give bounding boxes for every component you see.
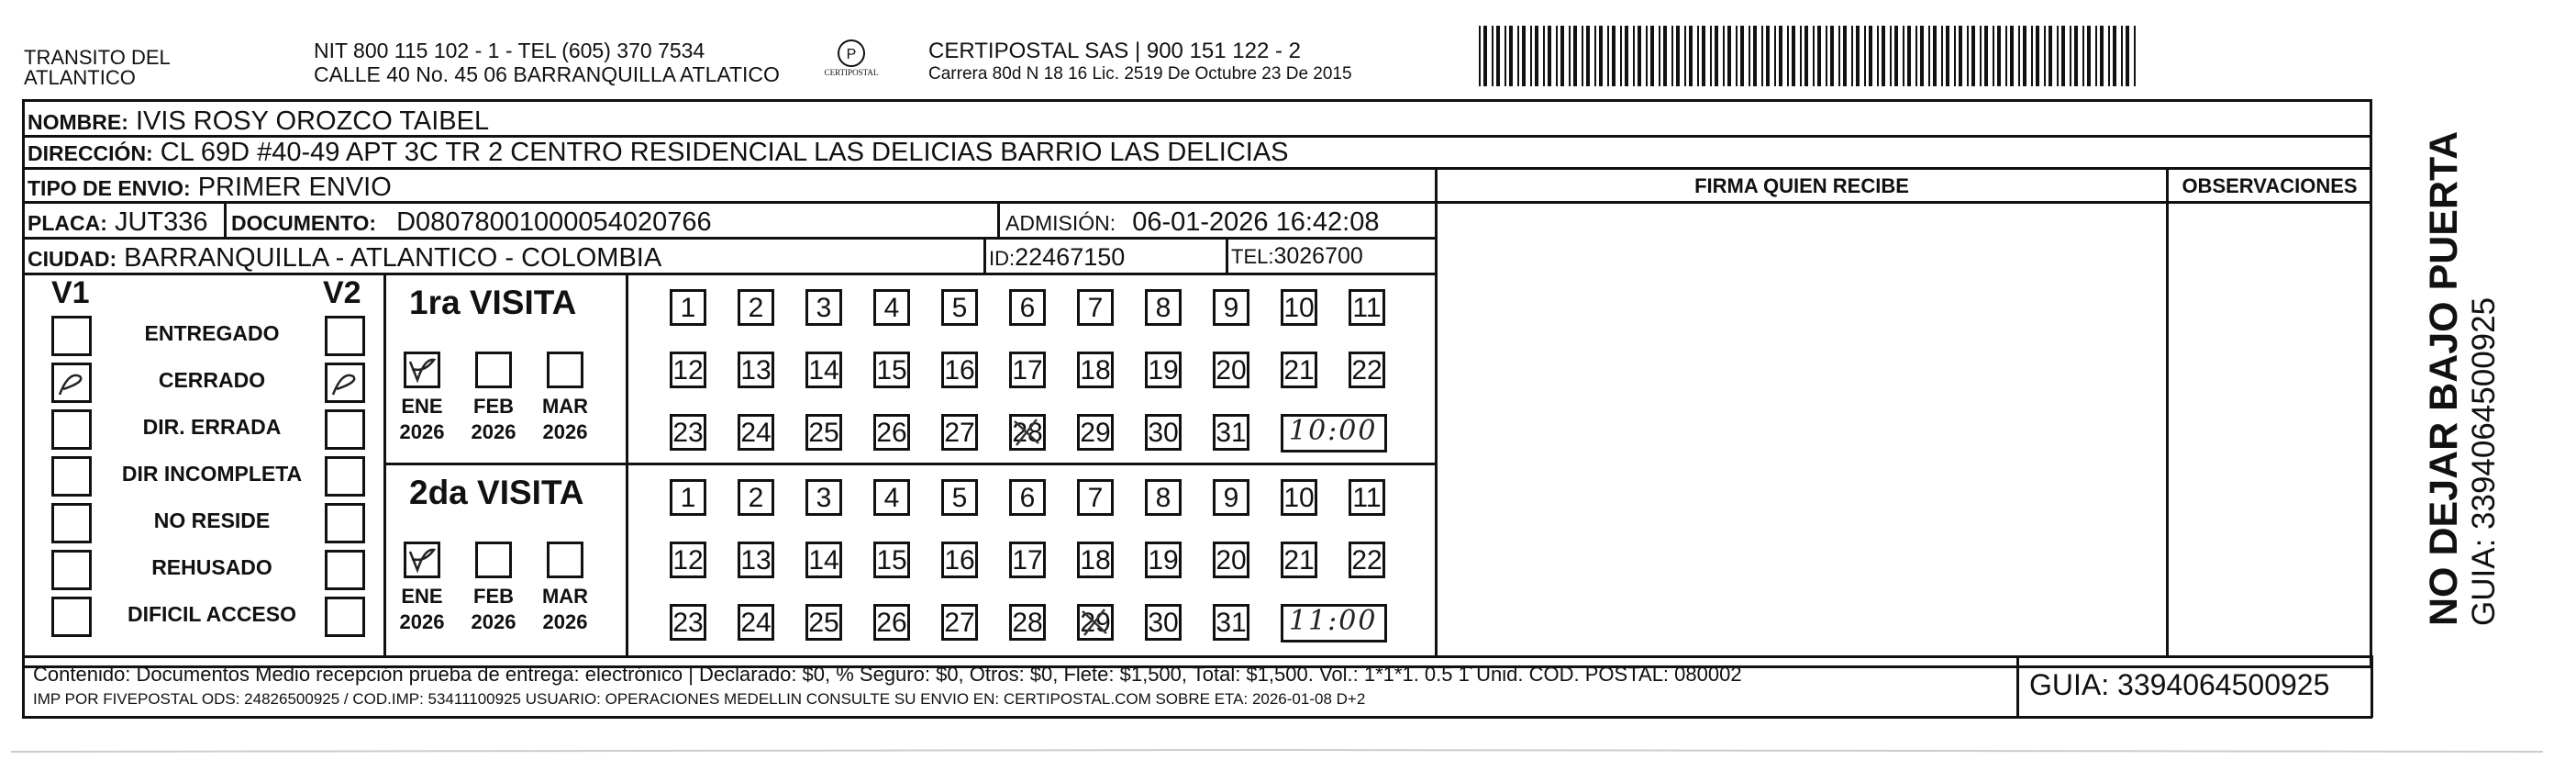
- day-box[interactable]: 17: [1009, 352, 1046, 388]
- day-box[interactable]: 28: [1009, 414, 1046, 451]
- v2-checkbox[interactable]: [325, 409, 365, 450]
- admision-value: 06-01-2026 16:42:08: [1132, 207, 1380, 237]
- admision-label: ADMISIÓN:: [1005, 211, 1116, 235]
- day-box[interactable]: 28: [1009, 604, 1046, 641]
- tipo-label: TIPO DE ENVIO:: [28, 176, 191, 200]
- barcode: [1479, 26, 2141, 86]
- month-checkbox[interactable]: [475, 542, 512, 578]
- svg-text:P: P: [846, 47, 857, 62]
- footer-guia: GUIA: 3394064500925: [2029, 668, 2330, 701]
- day-box[interactable]: 2: [738, 479, 774, 516]
- month-label: [394, 584, 450, 635]
- day-box[interactable]: 21: [1281, 542, 1317, 578]
- day-box[interactable]: 5: [941, 289, 978, 326]
- placa-row: [28, 207, 208, 238]
- month-year: 2026: [399, 420, 445, 443]
- v1-label: V1: [51, 275, 90, 310]
- month-year: 2026: [542, 420, 588, 443]
- side-notice: NO DEJAR BAJO PUERTA: [2422, 130, 2466, 626]
- day-box[interactable]: 20: [1213, 352, 1249, 388]
- day-box[interactable]: 24: [738, 604, 774, 641]
- ciudad-row: [28, 243, 661, 274]
- check-mark: [56, 367, 89, 405]
- day-box[interactable]: 18: [1077, 542, 1114, 578]
- day-box[interactable]: 23: [670, 604, 706, 641]
- status-label: DIR INCOMPLETA: [121, 462, 303, 486]
- signature-mark: [11, 745, 2543, 756]
- ciudad-value: BARRANQUILLA - ATLANTICO - COLOMBIA: [124, 243, 662, 273]
- admision-row: [1005, 207, 1379, 238]
- day-box[interactable]: 19: [1145, 352, 1182, 388]
- month-year: 2026: [399, 610, 445, 633]
- day-box[interactable]: 7: [1077, 479, 1114, 516]
- tel-label: TEL:: [1231, 245, 1274, 268]
- day-box[interactable]: 23: [670, 414, 706, 451]
- direccion-value: CL 69D #40-49 APT 3C TR 2 CENTRO RESIDENCIAL LAS DELICIAS BARRIO LAS DELICIAS: [160, 138, 1289, 167]
- day-box[interactable]: 14: [805, 352, 842, 388]
- month-checkbox[interactable]: [475, 352, 512, 388]
- day-box[interactable]: 24: [738, 414, 774, 451]
- day-box[interactable]: 6: [1009, 479, 1046, 516]
- status-label: DIFICIL ACCESO: [127, 602, 296, 626]
- month-name: MAR: [541, 395, 589, 418]
- tipo-row: [28, 173, 392, 203]
- month-check-mark: [406, 544, 438, 575]
- day-box[interactable]: 20: [1213, 542, 1249, 578]
- day-box[interactable]: 9: [1213, 289, 1249, 326]
- id-row: [989, 243, 1125, 272]
- month-checkbox[interactable]: [404, 542, 440, 578]
- status-label: DIR. ERRADA: [142, 415, 282, 439]
- day-box[interactable]: 22: [1349, 542, 1385, 578]
- day-box[interactable]: 7: [1077, 289, 1114, 326]
- v2-checkbox[interactable]: [325, 316, 365, 356]
- day-box[interactable]: 1: [670, 479, 706, 516]
- handwritten-time: 10:00: [1289, 415, 1378, 447]
- month-year: 2026: [471, 420, 516, 443]
- month-checkbox[interactable]: [547, 542, 583, 578]
- day-box[interactable]: 15: [873, 352, 910, 388]
- id-value: 22467150: [1015, 243, 1126, 271]
- month-label: [538, 584, 593, 635]
- status-label: ENTREGADO: [144, 321, 280, 345]
- placa-label: PLACA:: [28, 211, 107, 235]
- contenido-text: Contenido: Documentos Medio recepción prueba de entrega: electrónico | Declarado: $0, % Seguro: $0, Otros: $0, Flete: $1,500, Total: $1,500. Vol.: 1*1*1. 0.5 1´Unid. COD. POSTAL: 080002: [33, 663, 1742, 686]
- day-box[interactable]: 3: [805, 289, 842, 326]
- tel-row: [1231, 243, 1363, 270]
- month-year: 2026: [542, 610, 588, 633]
- v1-checkbox[interactable]: [51, 409, 92, 450]
- day-box[interactable]: 9: [1213, 479, 1249, 516]
- day-box[interactable]: 11: [1349, 479, 1385, 516]
- day-box[interactable]: 25: [805, 414, 842, 451]
- status-label: CERRADO: [158, 368, 266, 392]
- v2-checkbox[interactable]: [325, 597, 365, 637]
- day-box[interactable]: 16: [941, 352, 978, 388]
- side-guia: GUIA: 3394064500925: [2466, 296, 2502, 626]
- v2-checkbox[interactable]: [325, 363, 365, 403]
- tipo-value: PRIMER ENVIO: [197, 173, 392, 202]
- day-box[interactable]: 18: [1077, 352, 1114, 388]
- day-box[interactable]: 8: [1145, 289, 1182, 326]
- month-checkbox[interactable]: [547, 352, 583, 388]
- check-mark: [329, 367, 362, 405]
- month-label: [466, 394, 521, 445]
- day-box[interactable]: 10: [1281, 479, 1317, 516]
- issuer-name: TRANSITO DEL ATLANTICO: [24, 46, 170, 89]
- visit-title: 2da VISITA: [409, 474, 584, 511]
- nombre-row: [28, 106, 489, 137]
- month-name: MAR: [541, 585, 589, 608]
- nombre-label: NOMBRE:: [28, 110, 128, 134]
- v1-checkbox[interactable]: [51, 363, 92, 403]
- visit-title: 1ra VISITA: [409, 284, 577, 321]
- time-box[interactable]: [1281, 604, 1387, 642]
- direccion-row: [28, 138, 1289, 168]
- month-year: 2026: [471, 610, 516, 633]
- v1-checkbox[interactable]: [51, 316, 92, 356]
- placa-value: JUT336: [114, 207, 208, 237]
- ciudad-label: CIUDAD:: [28, 247, 117, 271]
- nombre-value: IVIS ROSY OROZCO TAIBEL: [135, 106, 490, 136]
- day-box[interactable]: 19: [1145, 542, 1182, 578]
- time-box[interactable]: [1281, 414, 1387, 453]
- day-box[interactable]: 15: [873, 542, 910, 578]
- day-box[interactable]: 12: [670, 352, 706, 388]
- nit-line: NIT 800 115 102 - 1 - TEL (605) 370 7534: [314, 39, 705, 62]
- day-box[interactable]: 21: [1281, 352, 1317, 388]
- certipostal-logo: [815, 37, 888, 84]
- day-box[interactable]: 30: [1145, 414, 1182, 451]
- handwritten-time: 11:00: [1289, 605, 1378, 637]
- status-label: REHUSADO: [151, 555, 272, 579]
- day-box[interactable]: 31: [1213, 414, 1249, 451]
- v2-checkbox[interactable]: [325, 456, 365, 497]
- month-label: [538, 394, 593, 445]
- side-panel: [2374, 101, 2576, 670]
- firma-header: FIRMA QUIEN RECIBE: [1694, 174, 1909, 197]
- day-box[interactable]: 13: [738, 352, 774, 388]
- documento-value: D08078001000054020766: [396, 207, 712, 237]
- day-box[interactable]: 22: [1349, 352, 1385, 388]
- day-box[interactable]: 27: [941, 604, 978, 641]
- courier-line: CERTIPOSTAL SAS | 900 151 122 - 2: [928, 39, 1301, 63]
- v2-checkbox[interactable]: [325, 550, 365, 590]
- day-box[interactable]: 8: [1145, 479, 1182, 516]
- tel-value: 3026700: [1273, 243, 1363, 269]
- day-box[interactable]: 17: [1009, 542, 1046, 578]
- month-name: FEB: [473, 585, 514, 608]
- day-box[interactable]: 5: [941, 479, 978, 516]
- month-label: [466, 584, 521, 635]
- day-box[interactable]: 4: [873, 289, 910, 326]
- day-box[interactable]: 29: [1077, 604, 1114, 641]
- day-box[interactable]: 10: [1281, 289, 1317, 326]
- v1-checkbox[interactable]: [51, 503, 92, 543]
- day-box[interactable]: 26: [873, 604, 910, 641]
- address-line: CALLE 40 No. 45 06 BARRANQUILLA ATLATICO: [314, 62, 780, 86]
- day-box[interactable]: 4: [873, 479, 910, 516]
- documento-label: DOCUMENTO:: [231, 211, 377, 235]
- v1-checkbox[interactable]: [51, 456, 92, 497]
- imp-text: IMP POR FIVEPOSTAL ODS: 24826500925 / COD.IMP: 53411100925 USUARIO: OPERACIONES MEDELLIN CONSULTE SU ENVIO EN: CERTIPOSTAL.COM SOBRE ETA: 2026-01-08 D+2: [33, 690, 1366, 708]
- id-label: ID:: [989, 247, 1016, 270]
- day-scribble: [1007, 412, 1048, 457]
- day-box[interactable]: 1: [670, 289, 706, 326]
- day-box[interactable]: 30: [1145, 604, 1182, 641]
- day-box[interactable]: 12: [670, 542, 706, 578]
- day-box[interactable]: 16: [941, 542, 978, 578]
- day-box[interactable]: 25: [805, 604, 842, 641]
- day-box[interactable]: 6: [1009, 289, 1046, 326]
- day-box[interactable]: 13: [738, 542, 774, 578]
- v2-label: V2: [323, 275, 361, 310]
- day-box[interactable]: 2: [738, 289, 774, 326]
- v1-checkbox[interactable]: [51, 597, 92, 637]
- month-label: [394, 394, 450, 445]
- day-box[interactable]: 14: [805, 542, 842, 578]
- month-name: ENE: [401, 585, 443, 608]
- day-box[interactable]: 27: [941, 414, 978, 451]
- observaciones-header: OBSERVACIONES: [2182, 174, 2358, 197]
- documento-row: [231, 207, 712, 238]
- day-box[interactable]: 31: [1213, 604, 1249, 641]
- month-name: ENE: [401, 395, 443, 418]
- direccion-label: DIRECCIÓN:: [28, 141, 153, 165]
- logo-caption: CERTIPOSTAL: [824, 68, 879, 77]
- day-scribble: [1075, 602, 1116, 647]
- month-name: FEB: [473, 395, 514, 418]
- day-box[interactable]: 11: [1349, 289, 1385, 326]
- v2-checkbox[interactable]: [325, 503, 365, 543]
- license-line: Carrera 80d N 18 16 Lic. 2519 De Octubre 23 De 2015: [928, 64, 1352, 84]
- status-label: NO RESIDE: [153, 508, 271, 532]
- day-box[interactable]: 29: [1077, 414, 1114, 451]
- v1-checkbox[interactable]: [51, 550, 92, 590]
- day-box[interactable]: 3: [805, 479, 842, 516]
- month-checkbox[interactable]: [404, 352, 440, 388]
- month-check-mark: [406, 354, 438, 386]
- day-box[interactable]: 26: [873, 414, 910, 451]
